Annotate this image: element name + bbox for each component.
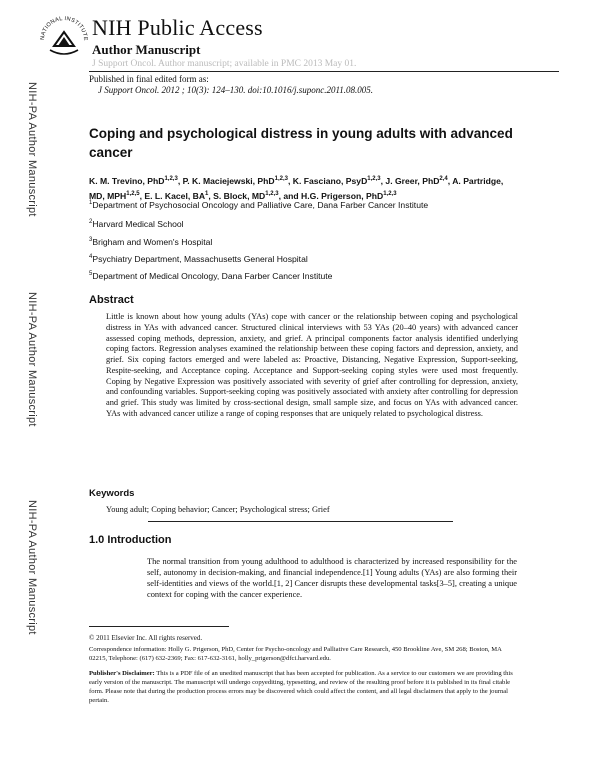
publisher-disclaimer: Publisher's Disclaimer: This is a PDF file of an unedited manuscript that has been accepted for publication. As a service to our customers we are providing this early version of the manuscript. The manuscript will undergo copyediting, typesetting, and review of the resulting proof before it is published in its final citable form. Please note that during the production process errors may be discovered which could affect the content, and all legal disclaimers that apply to the journal pertain. xyxy=(89,670,513,704)
author-affiliation-sup: 1,2,3 xyxy=(164,176,178,182)
author-list xyxy=(89,173,519,203)
nih-logo xyxy=(36,10,92,66)
author-separator: , and xyxy=(278,190,302,201)
author-affiliation-sup: 1,2,3 xyxy=(265,190,279,197)
affiliation-5: $^5$Department of Medical Oncology, Dana Farber Cancer Institute xyxy=(89,271,333,281)
header-subtitle: Author Manuscript xyxy=(92,42,201,57)
affiliation-2: $^2$Harvard Medical School xyxy=(89,219,184,229)
keywords-text: Young adult; Coping behavior; Cancer; Psychological stress; Grief xyxy=(106,505,330,514)
author-name: E. L. Kacel, BA xyxy=(144,190,206,201)
intro-text: The normal transition from young adulthood to adulthood is characterized by increased responsibility for the self, autonomy in decision-making, and financial independence.[1] Young adults (YAs) are also forming their self-identities and views of the world.[1, 2] Cancer disrupts these developmental tasks[3–5], creating a unique context for coping with the cancer experience. xyxy=(147,557,517,599)
author-name: K. Fasciano, PsyD xyxy=(292,175,368,186)
citation-line: J Support Oncol. 2012 ; 10(3): 124–130. doi:10.1016/j.suponc.2011.08.005. xyxy=(98,85,374,95)
author-separator: , xyxy=(177,175,183,186)
correspondence-info: Correspondence information: Holly G. Prigerson, PhD, Center for Psycho-oncology and Palliative Care Research, 450 Brookline Ave, SM 268; Boston, MA 02215, Telephone: (617) 632-2369; Fax: 617-632-3161, holly_prigerson@dfci.harvard.edu. xyxy=(89,646,502,662)
author-separator: , xyxy=(287,175,293,186)
abstract-text: Little is known about how young adults (YAs) cope with cancer or the relationship between coping and psychological distress in YAs with advanced cancer. Structured clinical interviews with 53 YAs (20–40 years) with advanced cancer assessed coping methods, depression, anxiety, and grief. A principal components factor analysis identified underlying coping factors. Regression analyses examined the relationship between these coping factors and depression, anxiety, and grief. Six coping factors emerged and were labeled as: Proactive, Distancing, Negative Expression, Support-seeking, Respite-seeking, and Acceptance coping. Acceptance and Support-seeking coping styles were used most frequently. Coping by Negative Expression was positively associated with severity of grief after controlling for depression, anxiety, and confounding variables. Support-seeking coping was positively associated with anxiety after controlling for depression and grief. This study was limited by cross-sectional design, small sample size, and focus on YAs with advanced cancer. YAs with advanced cancer utilize a range of coping responses that are uniquely related to psychological distress. xyxy=(106,312,518,418)
side-label-2: NIH-PA Author Manuscript xyxy=(26,292,38,427)
author-separator: , xyxy=(380,175,386,186)
affiliation-4: $^4$Psychiatry Department, Massachusetts General Hospital xyxy=(89,254,308,264)
author-affiliation-sup: 1,2,3 xyxy=(367,176,381,182)
header-journal-line: J Support Oncol. Author manuscript; available in PMC 2013 May 01. xyxy=(92,59,357,69)
author-separator: , xyxy=(208,190,214,201)
author-affiliation-sup: 1,2,3 xyxy=(274,176,288,182)
copyright-line: © 2011 Elsevier Inc. All rights reserved. xyxy=(89,634,203,642)
author-name: K. M. Trevino, PhD xyxy=(89,175,165,186)
author-name: A. Partridge, MD, MPH xyxy=(89,175,504,201)
author-name: P. K. Maciejewski, PhD xyxy=(182,175,275,186)
author-name: S. Block, MD xyxy=(213,190,266,201)
author-affiliation-sup: 1 xyxy=(205,190,209,197)
author-affiliation-sup: 1,2,5 xyxy=(126,190,140,197)
author-name: J. Greer, PhD xyxy=(385,175,440,186)
published-label: Published in final edited form as: xyxy=(89,74,209,84)
header-title: NIH Public Access xyxy=(92,15,263,40)
intro-heading: 1.0 Introduction xyxy=(89,534,172,546)
affiliation-1: $^1$Department of Psychosocial Oncology and Palliative Care, Dana Farber Cancer Institute xyxy=(89,200,429,210)
author-separator: , xyxy=(447,175,453,186)
author-affiliation-sup: 1,2,3 xyxy=(383,190,397,197)
author-name: H.G. Prigerson, PhD xyxy=(301,190,384,201)
footnote-rule xyxy=(89,626,229,627)
keywords-rule xyxy=(148,521,453,522)
abstract-heading: Abstract xyxy=(89,294,134,306)
header-rule xyxy=(89,71,559,72)
side-label-1: NIH-PA Author Manuscript xyxy=(26,82,38,217)
affiliation-3: $^3$Brigham and Women's Hospital xyxy=(89,237,213,247)
side-label-3: NIH-PA Author Manuscript xyxy=(26,500,38,635)
author-separator: , xyxy=(139,190,145,201)
logo-text: NATIONAL INSTITUTE xyxy=(39,15,89,42)
author-affiliation-sup: 2,4 xyxy=(439,176,448,182)
keywords-heading: Keywords xyxy=(89,488,135,499)
article-title: Coping and psychological distress in young adults with advanced cancer xyxy=(89,126,513,160)
